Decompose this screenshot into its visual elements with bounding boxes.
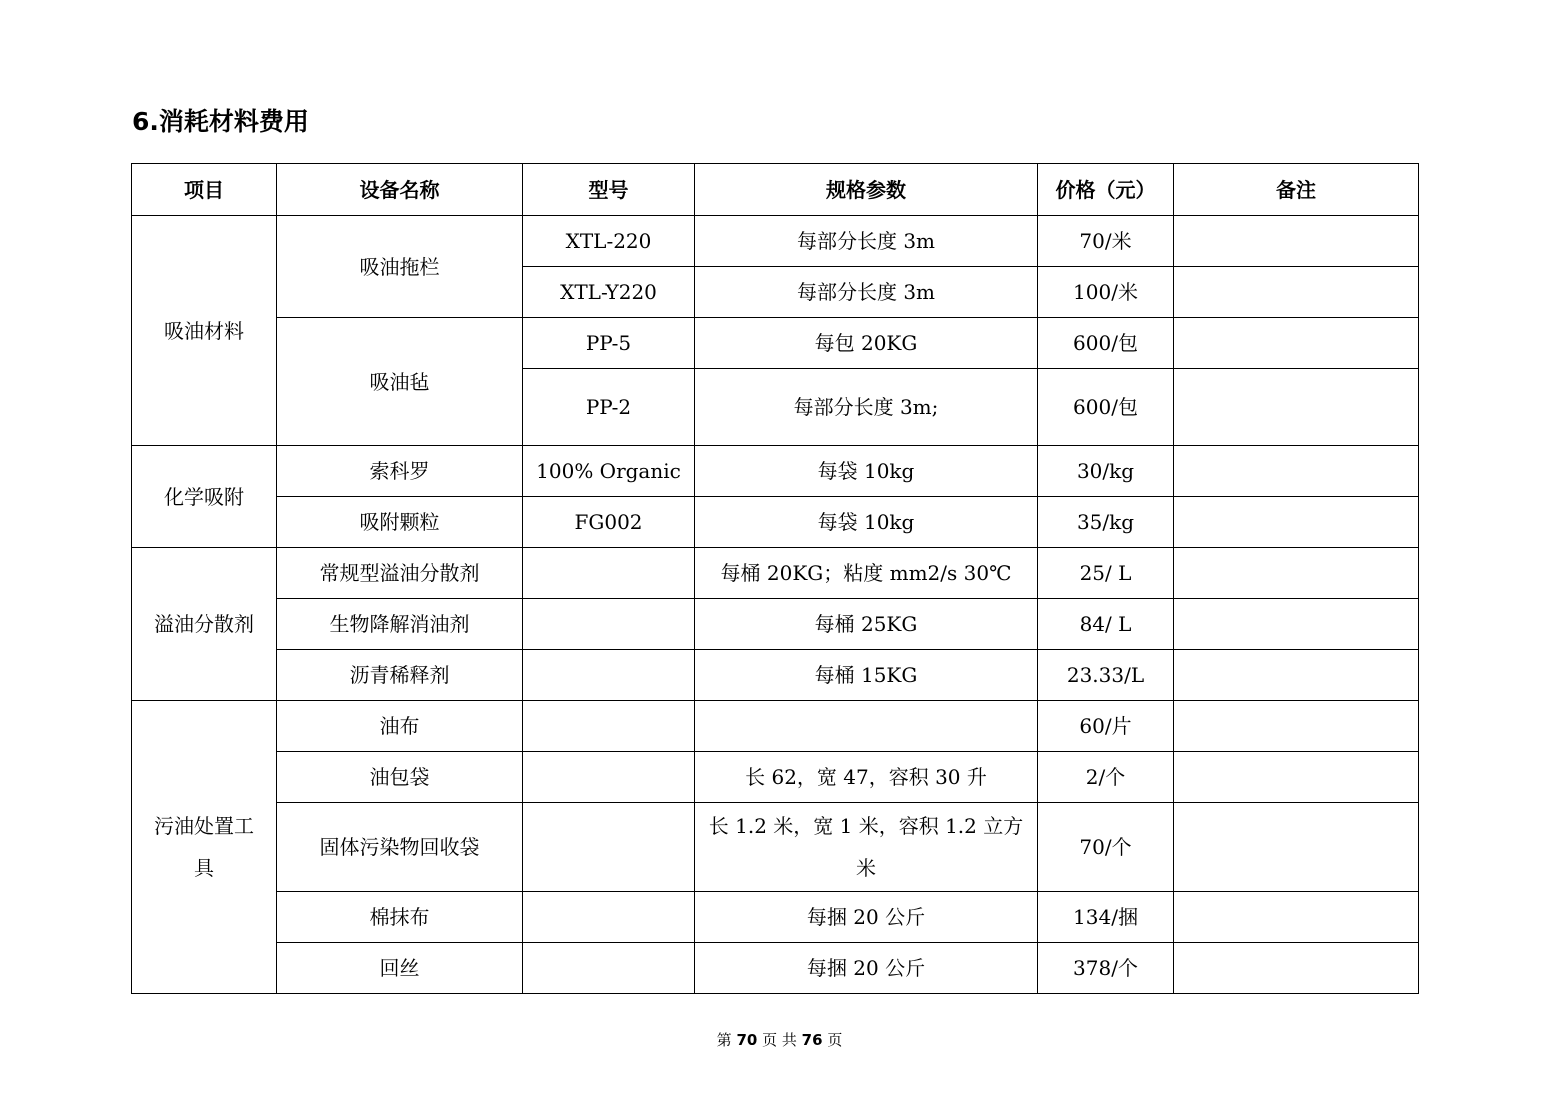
header-note: 备注 bbox=[1174, 164, 1419, 216]
model-cell bbox=[523, 599, 695, 650]
price-cell: 600/包 bbox=[1038, 369, 1174, 446]
footer-mid: 页 共 bbox=[762, 1031, 797, 1049]
table-row bbox=[132, 752, 1419, 803]
price-cell: 84/ L bbox=[1038, 599, 1174, 650]
spec-cell: 每桶 25KG bbox=[695, 599, 1038, 650]
note-cell bbox=[1174, 548, 1419, 599]
name-cell: 吸附颗粒 bbox=[277, 497, 523, 548]
table-header-row bbox=[132, 164, 1419, 216]
price-cell: 23.33/L bbox=[1038, 650, 1174, 701]
name-cell: 吸油毡 bbox=[277, 318, 523, 446]
note-cell bbox=[1174, 446, 1419, 497]
price-cell: 60/片 bbox=[1038, 701, 1174, 752]
price-cell: 70/个 bbox=[1038, 803, 1174, 892]
price-cell: 378/个 bbox=[1038, 943, 1174, 994]
spec-cell: 每部分长度 3m bbox=[695, 216, 1038, 267]
section-heading: 6.消耗材料费用 bbox=[132, 107, 309, 136]
model-cell bbox=[523, 892, 695, 943]
model-cell: 100% Organic bbox=[523, 446, 695, 497]
note-cell bbox=[1174, 497, 1419, 548]
model-cell: XTL-Y220 bbox=[523, 267, 695, 318]
spec-cell: 每袋 10kg bbox=[695, 446, 1038, 497]
table-row bbox=[132, 892, 1419, 943]
model-cell bbox=[523, 752, 695, 803]
footer-suffix: 页 bbox=[827, 1031, 843, 1049]
table-row bbox=[132, 599, 1419, 650]
header-model: 型号 bbox=[523, 164, 695, 216]
table-row bbox=[132, 318, 1419, 369]
model-cell: PP-2 bbox=[523, 369, 695, 446]
spec-cell: 长 62，宽 47，容积 30 升 bbox=[695, 752, 1038, 803]
name-cell: 生物降解消油剂 bbox=[277, 599, 523, 650]
price-cell: 134/捆 bbox=[1038, 892, 1174, 943]
footer-prefix: 第 bbox=[716, 1031, 732, 1049]
table-row bbox=[132, 216, 1419, 267]
note-cell bbox=[1174, 599, 1419, 650]
spec-cell: 每桶 20KG；粘度 mm2/s 30℃ bbox=[695, 548, 1038, 599]
model-cell: FG002 bbox=[523, 497, 695, 548]
price-cell: 100/米 bbox=[1038, 267, 1174, 318]
current-page-number: 70 bbox=[736, 1031, 758, 1049]
model-cell bbox=[523, 803, 695, 892]
header-spec: 规格参数 bbox=[695, 164, 1038, 216]
category-cell: 污油处置工具 bbox=[132, 701, 277, 994]
note-cell bbox=[1174, 267, 1419, 318]
total-page-number: 76 bbox=[801, 1031, 823, 1049]
model-cell bbox=[523, 943, 695, 994]
spec-cell: 每捆 20 公斤 bbox=[695, 943, 1038, 994]
price-cell: 25/ L bbox=[1038, 548, 1174, 599]
model-cell bbox=[523, 701, 695, 752]
name-cell: 棉抹布 bbox=[277, 892, 523, 943]
spec-cell: 每部分长度 3m; bbox=[695, 369, 1038, 446]
note-cell bbox=[1174, 803, 1419, 892]
note-cell bbox=[1174, 892, 1419, 943]
name-cell: 油包袋 bbox=[277, 752, 523, 803]
table-row bbox=[132, 701, 1419, 752]
category-cell: 吸油材料 bbox=[132, 216, 277, 446]
header-equipment-name: 设备名称 bbox=[277, 164, 523, 216]
note-cell bbox=[1174, 650, 1419, 701]
name-cell: 固体污染物回收袋 bbox=[277, 803, 523, 892]
spec-cell: 每捆 20 公斤 bbox=[695, 892, 1038, 943]
spec-cell bbox=[695, 701, 1038, 752]
spec-cell: 每部分长度 3m bbox=[695, 267, 1038, 318]
note-cell bbox=[1174, 752, 1419, 803]
name-cell: 吸油拖栏 bbox=[277, 216, 523, 318]
price-cell: 600/包 bbox=[1038, 318, 1174, 369]
spec-cell: 每包 20KG bbox=[695, 318, 1038, 369]
model-cell bbox=[523, 548, 695, 599]
category-cell: 溢油分散剂 bbox=[132, 548, 277, 701]
table-row bbox=[132, 650, 1419, 701]
table-row bbox=[132, 446, 1419, 497]
model-cell bbox=[523, 650, 695, 701]
price-cell: 2/个 bbox=[1038, 752, 1174, 803]
name-cell: 沥青稀释剂 bbox=[277, 650, 523, 701]
spec-cell: 长 1.2 米，宽 1 米，容积 1.2 立方米 bbox=[695, 803, 1038, 892]
name-cell: 常规型溢油分散剂 bbox=[277, 548, 523, 599]
model-cell: PP-5 bbox=[523, 318, 695, 369]
spec-cell: 每桶 15KG bbox=[695, 650, 1038, 701]
category-cell: 化学吸附 bbox=[132, 446, 277, 548]
table-row bbox=[132, 497, 1419, 548]
name-cell: 油布 bbox=[277, 701, 523, 752]
price-cell: 35/kg bbox=[1038, 497, 1174, 548]
note-cell bbox=[1174, 318, 1419, 369]
header-item: 项目 bbox=[132, 164, 277, 216]
table-row bbox=[132, 943, 1419, 994]
spec-cell: 每袋 10kg bbox=[695, 497, 1038, 548]
price-cell: 30/kg bbox=[1038, 446, 1174, 497]
note-cell bbox=[1174, 369, 1419, 446]
model-cell: XTL-220 bbox=[523, 216, 695, 267]
price-cell: 70/米 bbox=[1038, 216, 1174, 267]
name-cell: 回丝 bbox=[277, 943, 523, 994]
note-cell bbox=[1174, 701, 1419, 752]
note-cell bbox=[1174, 943, 1419, 994]
note-cell bbox=[1174, 216, 1419, 267]
consumables-cost-table bbox=[131, 163, 1419, 994]
table-row bbox=[132, 803, 1419, 892]
header-price: 价格（元） bbox=[1038, 164, 1174, 216]
table-row bbox=[132, 548, 1419, 599]
name-cell: 索科罗 bbox=[277, 446, 523, 497]
page-footer bbox=[0, 1030, 1559, 1050]
